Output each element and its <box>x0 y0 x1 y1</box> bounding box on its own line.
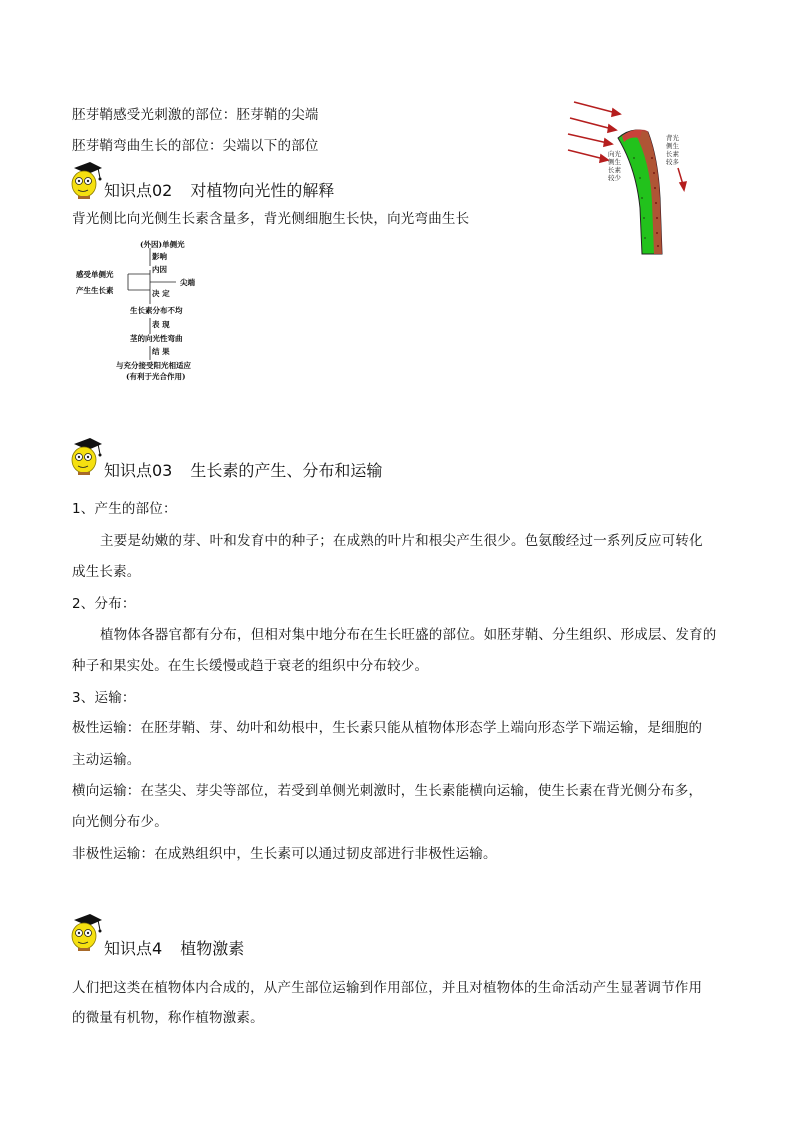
text-line: 主动运输。 <box>72 752 141 768</box>
scholar-mascot-icon <box>68 160 104 200</box>
section-title: 植物激素 <box>180 939 245 958</box>
flow-link: 表 现 <box>152 320 170 329</box>
shade-side-label-3: 长素 <box>666 150 679 158</box>
flow-side: 感受单侧光 <box>76 270 114 279</box>
section-number: 知识点02 <box>104 181 173 200</box>
flow-node: 生长素分布不均 <box>130 306 183 315</box>
text-line: 胚芽鞘弯曲生长的部位：尖端以下的部位 <box>72 138 319 154</box>
text-line: 种子和果实处。在生长缓慢或趋于衰老的组织中分布较少。 <box>72 658 429 674</box>
section-number: 知识点03 <box>104 461 173 480</box>
text-line: 成生长素。 <box>72 564 141 580</box>
text-line: 主要是幼嫩的芽、叶和发育中的种子；在成熟的叶片和根尖产生很少。色氨酸经过一系列反应可转化 <box>100 533 703 549</box>
text-line: 植物体各器官都有分布，但相对集中地分布在生长旺盛的部位。如胚芽鞘、分生组织、形成层、发育的 <box>100 627 717 643</box>
section-number: 知识点4 <box>104 939 163 958</box>
text-line: 胚芽鞘感受光刺激的部位：胚芽鞘的尖端 <box>72 107 319 123</box>
text-line: 的微量有机物，称作植物激素。 <box>72 1010 264 1026</box>
text-line: 1、产生的部位： <box>72 501 177 517</box>
scholar-mascot-icon <box>68 436 104 476</box>
flow-tip: 尖端 <box>180 278 195 287</box>
lit-side-label-1: 向光 <box>608 150 621 158</box>
lit-side-label-2: 侧生 <box>608 158 621 166</box>
shade-side-label-2: 侧生 <box>666 142 679 150</box>
shade-side-label-1: 背光 <box>666 134 679 142</box>
section-title: 生长素的产生、分布和运输 <box>190 461 383 480</box>
flow-node: (有利于光合作用) <box>126 372 186 381</box>
text-line: 背光侧比向光侧生长素含量多，背光侧细胞生长快，向光弯曲生长 <box>72 211 470 227</box>
text-line: 向光侧分布少。 <box>72 814 168 830</box>
text-line: 极性运输：在胚芽鞘、芽、幼叶和幼根中，生长素只能从植物体形态学上端向形态学下端运输，是细胞的 <box>72 720 703 736</box>
text-line: 人们把这类在植物体内合成的，从产生部位运输到作用部位，并且对植物体的生命活动产生显著调节作用 <box>72 980 703 996</box>
text-line: 3、运输： <box>72 690 136 706</box>
flow-node: (外因)单侧光 <box>140 240 185 249</box>
flow-node: 茎的向光性弯曲 <box>130 334 183 343</box>
flow-link: 决 定 <box>152 289 170 298</box>
flow-node: 内因 <box>152 265 167 274</box>
phototropism-flowchart <box>72 236 232 386</box>
growth-arrow <box>678 168 686 190</box>
flow-side: 产生生长素 <box>76 286 114 295</box>
section-title: 对植物向光性的解释 <box>190 181 335 200</box>
text-line: 横向运输：在茎尖、芽尖等部位，若受到单侧光刺激时，生长素能横向运输，使生长素在背光侧分布多， <box>72 783 703 799</box>
flow-link: 影响 <box>152 252 167 261</box>
flow-node: 与充分接受阳光相适应 <box>116 361 191 370</box>
text-line: 非极性运输：在成熟组织中，生长素可以通过韧皮部进行非极性运输。 <box>72 846 497 862</box>
text-line: 2、分布： <box>72 596 136 612</box>
shade-side-label-4: 较多 <box>666 158 679 166</box>
lit-side-label-4: 较少 <box>608 174 621 182</box>
scholar-mascot-icon <box>68 912 104 952</box>
lit-side-label-3: 长素 <box>608 166 621 174</box>
coleoptile-figure <box>562 98 694 258</box>
flow-link: 结 果 <box>152 347 170 356</box>
